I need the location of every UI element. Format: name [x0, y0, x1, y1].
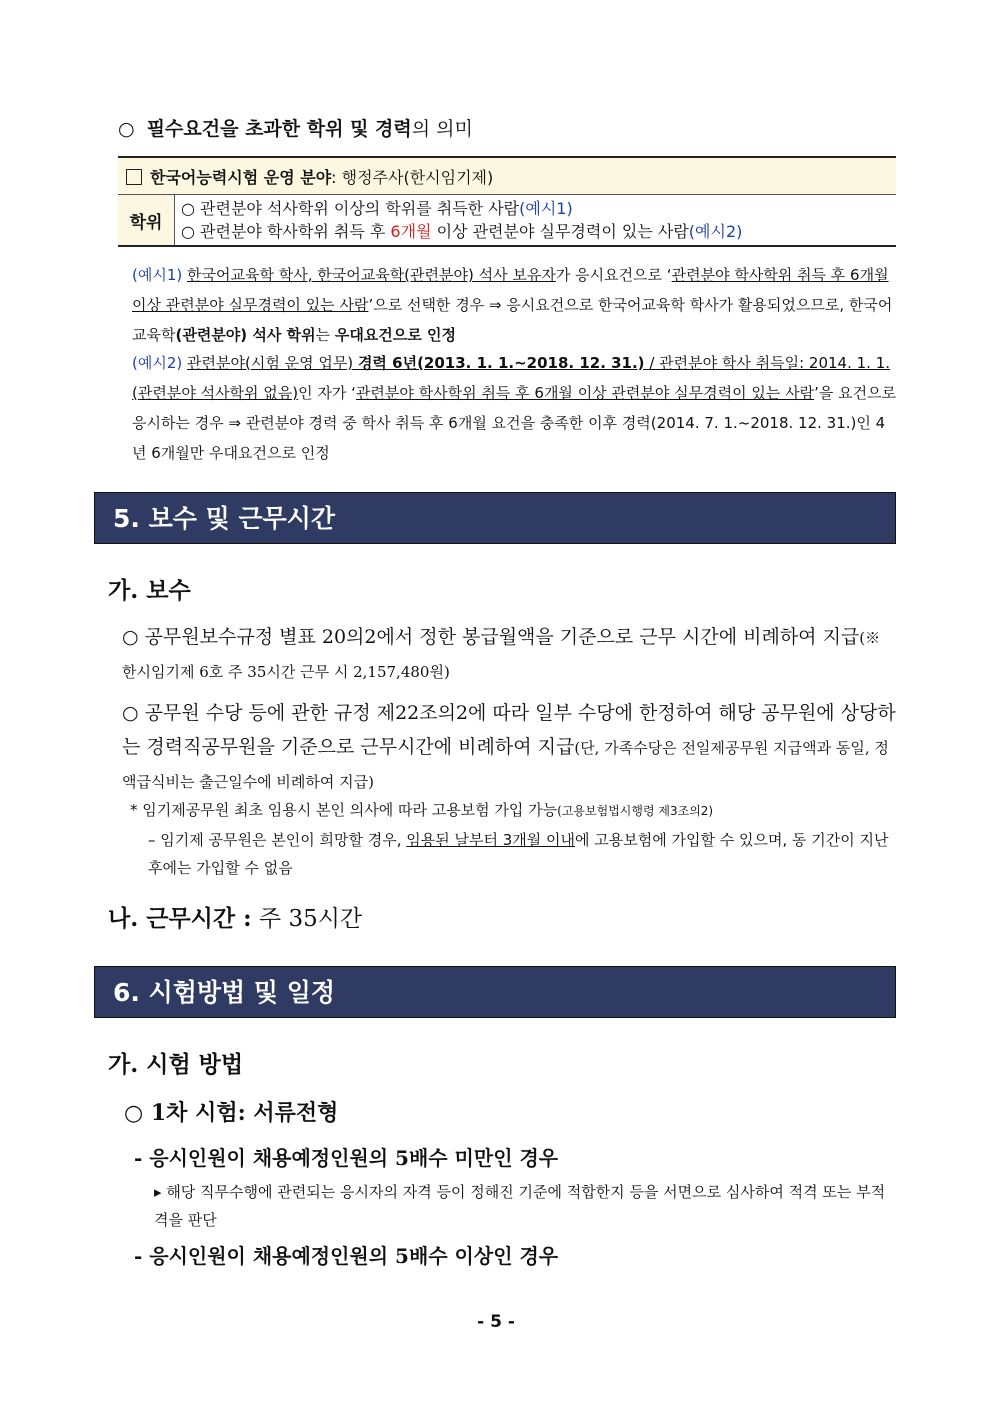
section-6-title: 6. 시험방법 및 일정: [94, 966, 896, 1018]
section-5-title: 5. 보수 및 근무시간: [94, 492, 896, 544]
case-over-5x: - 응시인원이 채용예정인원의 5배수 이상인 경우: [134, 1244, 559, 1268]
example-1: (예시1) 한국어교육학 학사, 한국어교육학(관련분야) 석사 보유자가 응시요건으로 ‘관련분야 학사학위 취득 후 6개월 이상 관련분야 실무경력이 있는 사람’으로 선택한 경우 ⇒ 응시요건으로 한국어교육학 학사가 활용되었으므로, 한국어교육학(관련분야) 석사 학위는 우대요건으로 인정: [132, 266, 893, 344]
requirement-table: [118, 156, 896, 247]
degree-lines: [175, 195, 897, 247]
insurance-detail: – 임기제 공무원은 본인이 희망할 경우, 임용된 날부터 3개월 이내에 고용보험에 가입할 수 있으며, 동 기간이 지난 후에는 가입할 수 없음: [148, 831, 889, 877]
table-title-rest: : 행정주사(한시임기제): [331, 167, 494, 187]
page-number: - 5 -: [477, 1312, 515, 1332]
table-title-row: [118, 157, 896, 195]
degree-label: 학위: [118, 195, 175, 247]
degree-line-2: ○ 관련분야 학사학위 취득 후 6개월 이상 관련분야 실무경력이 있는 사람(예시2): [181, 222, 743, 241]
example-2: (예시2) 관련분야(시험 운영 업무) 경력 6년(2013. 1. 1.~2018. 12. 31.) / 관련분야 학사 취득일: 2014. 1. 1.(관련분야 석사학위 없음)인 자가 ‘관련분야 학사학위 취득 후 6개월 이상 관련분야 실무경력이 있는 사람’을 요건으로 응시하는 경우 ⇒ 관련분야 경력 중 학사 취득 후 6개월 요건을 충족한 이후 경력(2014. 7. 1.~2018. 12. 31.)인 4년 6개월만 우대요건으로 인정: [132, 354, 897, 462]
triangle-right-icon: ▸: [154, 1183, 162, 1201]
section-5-sub-b: 나. 근무시간 : 주 35시간: [108, 905, 363, 932]
salary-paragraph-2: ○ 공무원 수당 등에 관한 규정 제22조의2에 따라 일부 수당에 한정하여 해당 공무원에 상당하는 경력직공무원을 기준으로 근무시간에 비례하여 지급(단, 가족수당은 전일제공무원 지급액과 동일, 정액급식비는 출근일수에 비례하여 지급): [122, 702, 896, 791]
bullet-circle: ○: [118, 118, 135, 140]
insurance-note: * 임기제공무원 최초 임용시 본인 의사에 따라 고용보험 가입 가능(고용보험법시행령 제3조의2): [130, 801, 714, 819]
section-6-sub-a: 가. 시험 방법: [108, 1051, 244, 1078]
degree-line-1: ○ 관련분야 석사학위 이상의 학위를 취득한 사람(예시1): [181, 199, 573, 218]
salary-paragraph-1: ○ 공무원보수규정 별표 20의2에서 정한 봉급월액을 기준으로 근무 시간에 비례하여 지급(※ 한시임기제 6호 주 35시간 근무 시 2,157,480원): [122, 626, 881, 681]
case-under-5x-detail: ▸ 해당 직무수행에 관련되는 응시자의 자격 등이 정해진 기준에 적합한지 등을 서면으로 심사하여 적격 또는 부적격을 판단: [154, 1183, 886, 1229]
requirement-heading: [118, 114, 473, 141]
table-title-bold: 한국어능력시험 운영 분야: [150, 167, 332, 187]
first-exam-heading: ○ 1차 시험: 서류전형: [124, 1100, 339, 1126]
case-under-5x: - 응시인원이 채용예정인원의 5배수 미만인 경우: [134, 1146, 559, 1170]
heading-bold: 필수요건을 초과한 학위 및 경력: [146, 118, 412, 140]
example-2-tag: (예시2): [132, 354, 183, 372]
heading-rest: 의 의미: [411, 118, 473, 140]
checkbox-square-icon: [126, 169, 142, 185]
example-1-tag: (예시1): [132, 266, 183, 284]
section-5-sub-a: 가. 보수: [108, 577, 191, 604]
